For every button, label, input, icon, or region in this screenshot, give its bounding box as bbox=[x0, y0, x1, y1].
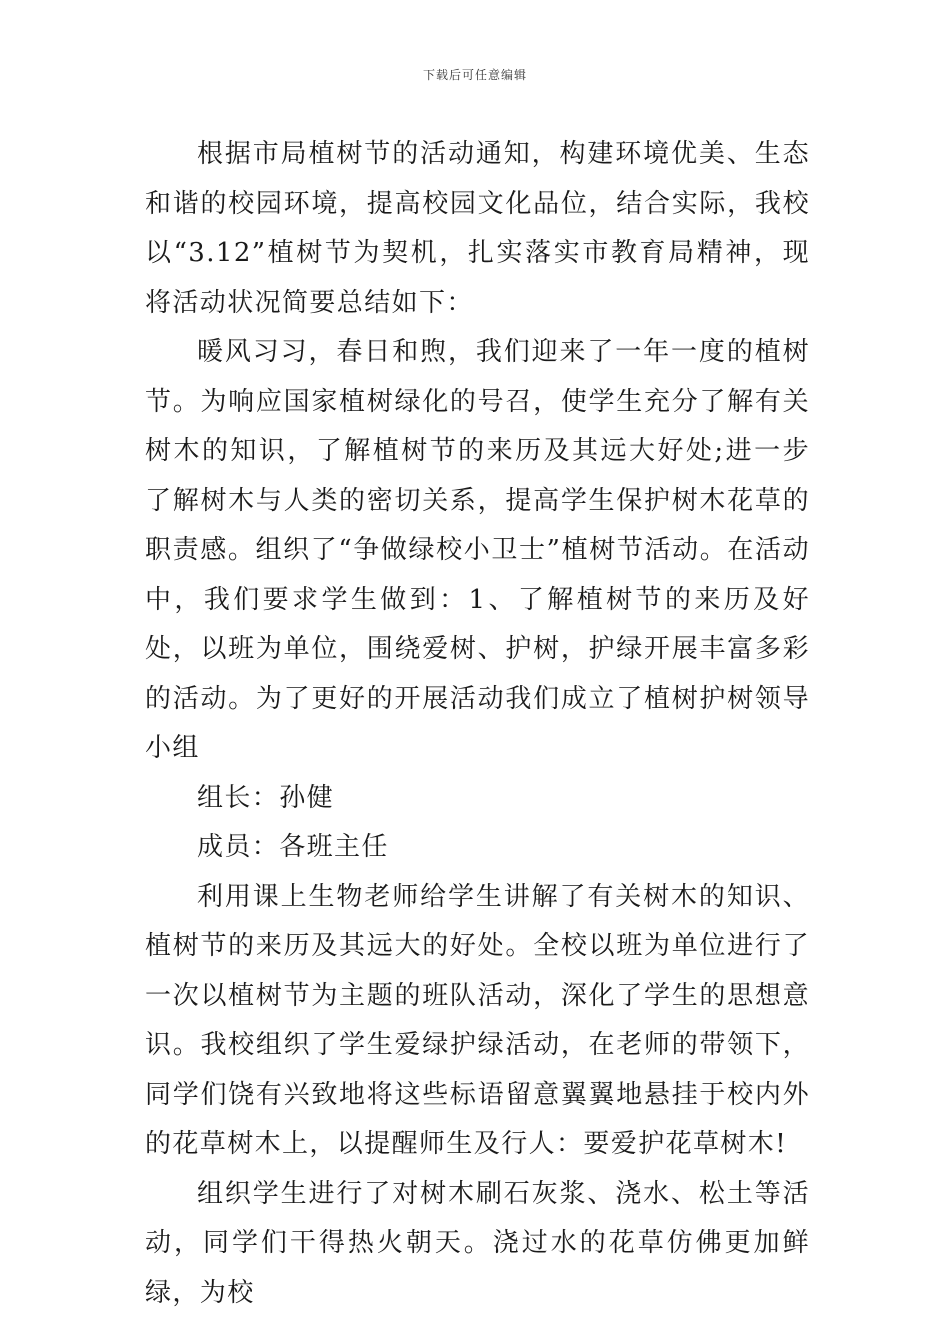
paragraph-intro: 根据市局植树节的活动通知，构建环境优美、生态和谐的校园环境，提高校园文化品位，结合实际，我校以“3.12”植树节为契机，扎实落实市教育局精神，现将活动状况简要总结如下： bbox=[145, 139, 810, 318]
paragraph-leader: 组长：孙健 bbox=[197, 782, 335, 813]
paragraph-members: 成员：各班主任 bbox=[197, 832, 389, 862]
document-body bbox=[145, 130, 810, 1318]
paragraph-activity: 暖风习习，春日和煦，我们迎来了一年一度的植树节。为响应国家植树绿化的号召，使学生充分了解有关树木的知识，了解植树节的来历及其远大好处;进一步了解树木与人类的密切关系，提高学生保护树木花草的职责感。组织了“争做绿校小卫士”植树节活动。在活动中，我们要求学生做到：1、了解植树节的来历及好处，以班为单位，围绕爱树、护树，护绿开展丰富多彩的活动。为了更好的开展活动我们成立了植树护树领导小组 bbox=[145, 337, 810, 763]
paragraph-planting: 组织学生进行了对树木刷石灰浆、浇水、松土等活动，同学们干得热火朝天。浇过水的花草仿佛更加鲜绿，为校 bbox=[145, 1178, 810, 1308]
page-header: 下载后可任意编辑 bbox=[422, 68, 527, 82]
paragraph-education: 利用课上生物老师给学生讲解了有关树木的知识、植树节的来历及其远大的好处。全校以班为单位进行了一次以植树节为主题的班队活动，深化了学生的思想意识。我校组织了学生爱绿护绿活动，在老师的带领下，同学们饶有兴致地将这些标语留意翼翼地悬挂于校内外的花草树木上，以提醒师生及行人：要爱护花草树木! bbox=[145, 881, 810, 1159]
